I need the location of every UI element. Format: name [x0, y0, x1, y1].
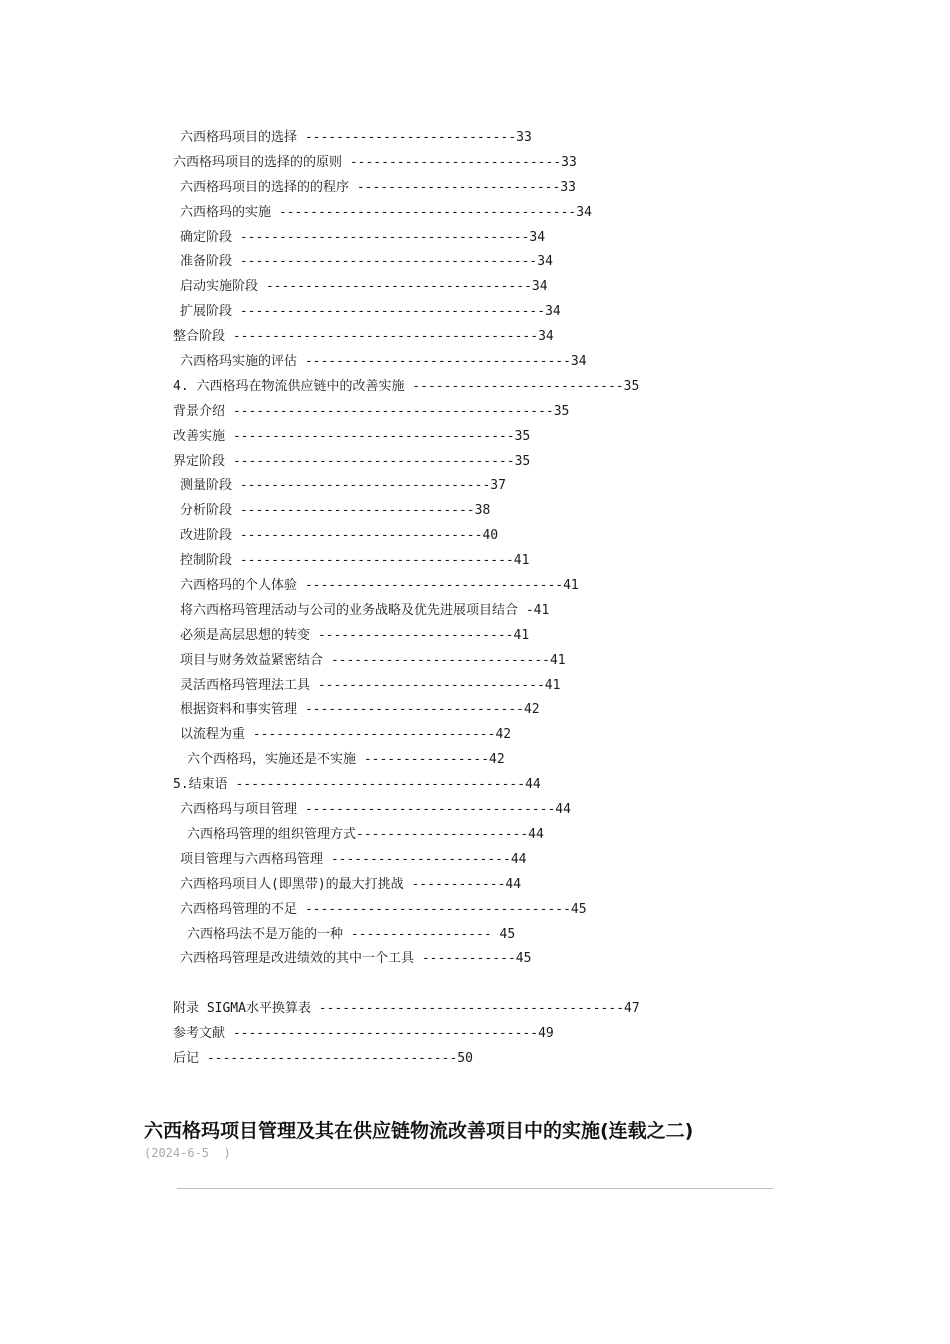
- divider: [177, 1188, 773, 1189]
- toc-entry: 六西格玛法不是万能的一种 ------------------ 45: [187, 926, 516, 942]
- toc-entry: 必须是高层思想的转变 -------------------------41: [180, 627, 530, 643]
- toc-entry: 将六西格玛管理活动与公司的业务战略及优先进展项目结合 -41: [180, 602, 550, 618]
- toc-entry: 六西格玛管理的不足 ----------------------------------45: [180, 901, 587, 917]
- toc-entry: 六西格玛管理的组织管理方式----------------------44: [187, 826, 544, 842]
- toc-entry: 六个西格玛，实施还是不实施 ----------------42: [187, 752, 505, 768]
- toc-entry: 六西格玛项目的选择的的程序 --------------------------33: [180, 179, 576, 195]
- toc-entry: 附录 SIGMA水平换算表 ---------------------------------------47: [173, 1001, 640, 1017]
- toc-entry: 项目管理与六西格玛管理 -----------------------44: [180, 851, 527, 867]
- toc-entry: 六西格玛的个人体验 ---------------------------------41: [180, 578, 579, 594]
- toc-entry: 参考文献 ---------------------------------------49: [173, 1026, 554, 1042]
- toc-entry: 改进阶段 -------------------------------40: [180, 528, 499, 544]
- toc-entry: 六西格玛与项目管理 --------------------------------44: [180, 802, 571, 818]
- toc-entry: 界定阶段 ------------------------------------35: [173, 453, 531, 469]
- toc-entry: 六西格玛项目的选择 ---------------------------33: [180, 130, 532, 145]
- article-date: (2024-6-5 ): [144, 1146, 231, 1160]
- toc-entry: 改善实施 ------------------------------------35: [173, 428, 531, 444]
- toc-gap: [173, 972, 893, 997]
- toc-entry: 六西格玛的实施 --------------------------------------34: [180, 204, 592, 220]
- toc-entry: 4. 六西格玛在物流供应链中的改善实施 ---------------------------35: [173, 378, 640, 394]
- toc-entry: 整合阶段 ---------------------------------------34: [173, 329, 554, 345]
- toc-entry: 以流程为重 -------------------------------42: [180, 727, 512, 743]
- toc-entry: 灵活西格玛管理法工具 -----------------------------41: [180, 677, 561, 693]
- toc-entry: 测量阶段 --------------------------------37: [180, 478, 506, 494]
- table-of-contents: [173, 126, 893, 1072]
- toc-entry: 六西格玛项目的选择的的原则 ---------------------------33: [173, 154, 577, 170]
- toc-entry: 项目与财务效益紧密结合 ----------------------------41: [180, 652, 566, 668]
- toc-entry: 根据资料和事实管理 ----------------------------42: [180, 702, 540, 718]
- toc-entry: 后记 --------------------------------50: [173, 1051, 473, 1067]
- toc-entry: 分析阶段 ------------------------------38: [180, 503, 491, 519]
- toc-entry: 六西格玛项目人(即黑带)的最大打挑战 ------------44: [180, 876, 522, 892]
- article-title: 六西格玛项目管理及其在供应链物流改善项目中的实施(连载之二): [144, 1120, 694, 1142]
- toc-entry: 背景介绍 -----------------------------------------35: [173, 403, 570, 419]
- toc-entry: 确定阶段 -------------------------------------34: [180, 229, 546, 245]
- toc-entry: 扩展阶段 ---------------------------------------34: [180, 304, 561, 320]
- toc-entry: 六西格玛管理是改进绩效的其中一个工具 ------------45: [180, 951, 532, 967]
- toc-entry: 控制阶段 -----------------------------------41: [180, 553, 530, 569]
- toc-entry: 5.结束语 -------------------------------------44: [173, 777, 541, 793]
- toc-entry: 启动实施阶段 ----------------------------------34: [180, 279, 548, 295]
- toc-entry: 准备阶段 --------------------------------------34: [180, 254, 553, 270]
- toc-entry: 六西格玛实施的评估 ----------------------------------34: [180, 354, 587, 370]
